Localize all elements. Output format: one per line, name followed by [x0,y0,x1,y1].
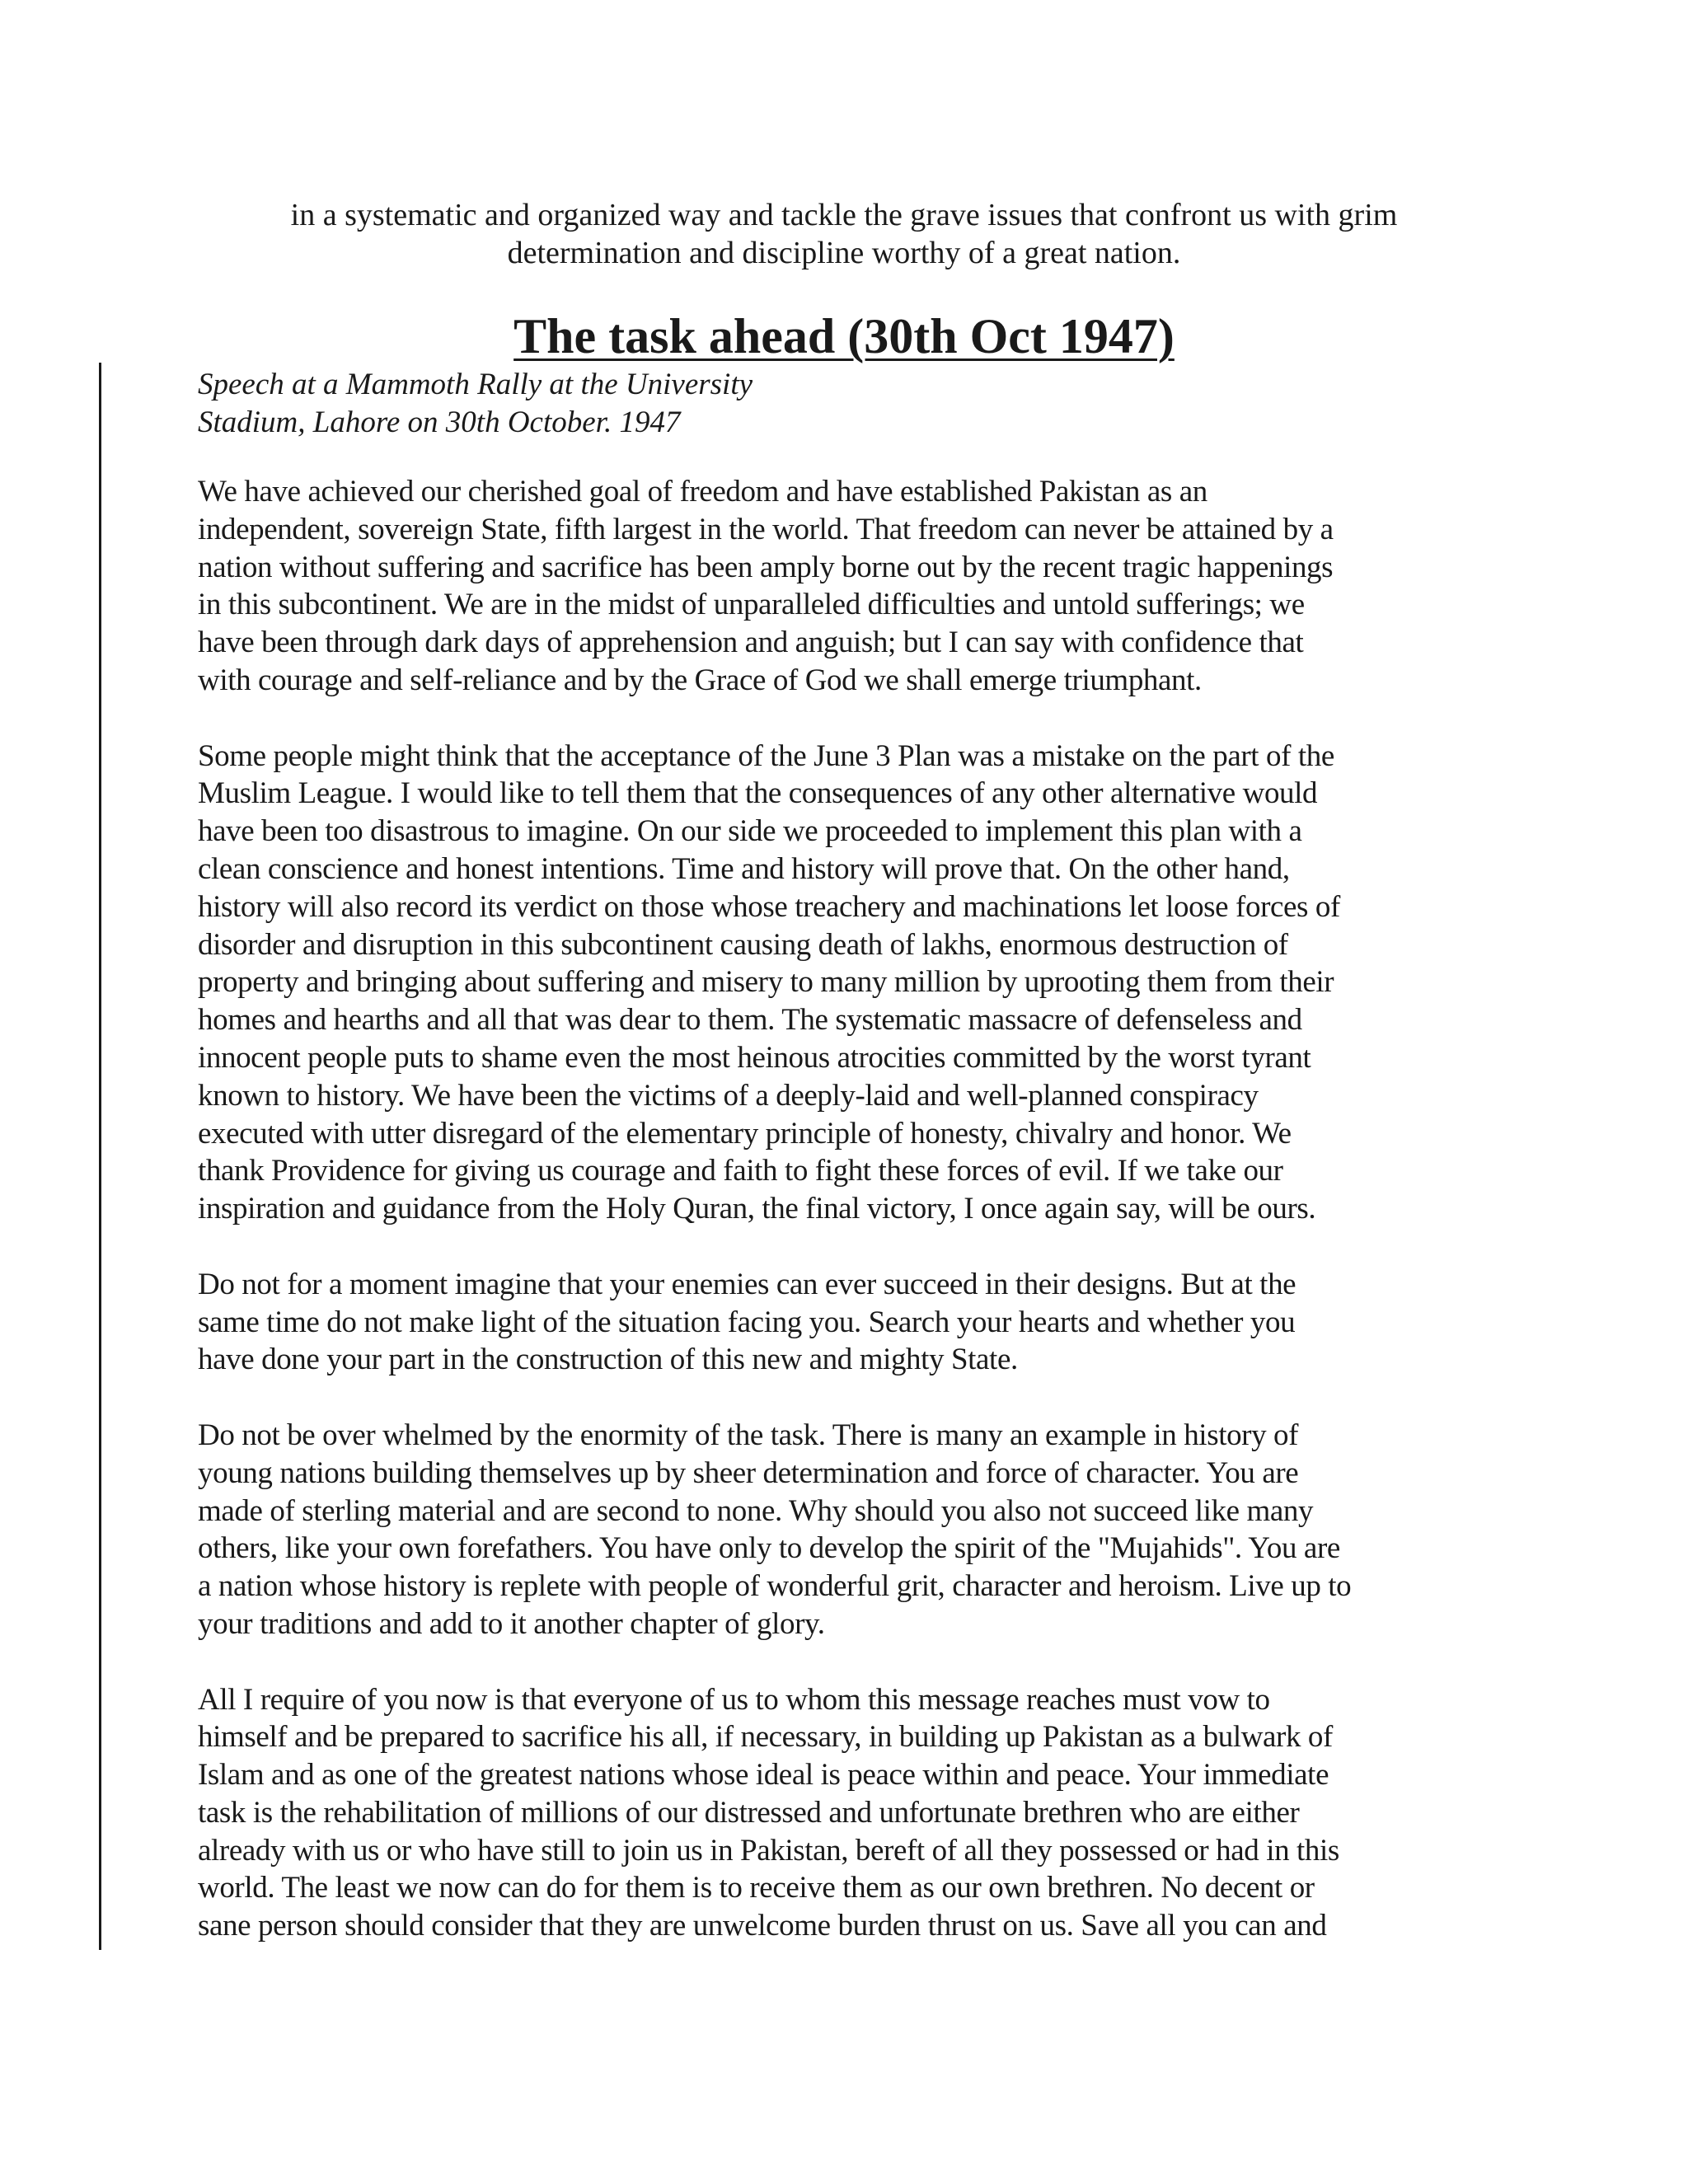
subtitle-line: Stadium, Lahore on 30th October. 1947 [198,405,681,439]
text-line: Do not for a moment imagine that your enemies can ever succeed in their designs. But at the [198,1267,1296,1301]
text-line: have been too disastrous to imagine. On our side we proceeded to implement this plan with a [198,814,1302,849]
text-line: disorder and disruption in this subcontinent causing death of lakhs, enormous destruction of [198,927,1288,962]
speech-body [198,473,1500,1983]
margin-change-bar [99,363,101,1950]
text-line: a nation whose history is replete with people of wonderful grit, character and heroism. Live up to [198,1569,1352,1604]
text-line: himself and be prepared to sacrifice his all, if necessary, in building up Pakistan as a bulwark of [198,1720,1333,1755]
text-line: your traditions and add to it another chapter of glory. [198,1606,825,1641]
paragraph-3 [198,1266,1500,1379]
text-line: nation without suffering and sacrifice has been amply borne out by the recent tragic happenings [198,550,1334,584]
text-line: All I require of you now is that everyone of us to whom this message reaches must vow to [198,1682,1270,1717]
paragraph-1 [198,473,1500,700]
paragraph-4 [198,1417,1500,1643]
text-line: task is the rehabilitation of millions of our distressed and unfortunate brethren who are either [198,1795,1300,1830]
text-line: have done your part in the construction of this new and mighty State. [198,1343,1018,1377]
carryover-text [198,196,1490,272]
text-line: inspiration and guidance from the Holy Quran, the final victory, I once again say, will be ours. [198,1192,1316,1226]
text-line: property and bringing about suffering and misery to many million by uprooting them from their [198,965,1334,1000]
text-line: young nations building themselves up by sheer determination and force of character. You are [198,1455,1299,1490]
speech-subtitle [198,366,753,442]
text-line: world. The least we now can do for them is to receive them as our own brethren. No decent or [198,1871,1315,1905]
text-line: Do not be over whelmed by the enormity of the task. There is many an example in history of [198,1418,1299,1452]
text-line: made of sterling material and are second to none. Why should you also not succeed like many [198,1493,1314,1528]
text-line: with courage and self-reliance and by the Grace of God we shall emerge triumphant. [198,663,1202,697]
text-line: independent, sovereign State, fifth largest in the world. That freedom can never be attained by a [198,512,1334,546]
paragraph-5 [198,1681,1500,1946]
carryover-line: determination and discipline worthy of a great nation. [507,236,1181,270]
text-line: homes and hearths and all that was dear to them. The systematic massacre of defenseless and [198,1003,1302,1038]
text-line: history will also record its verdict on those whose treachery and machinations let loose forces of [198,889,1340,924]
text-line: We have achieved our cherished goal of freedom and have established Pakistan as an [198,475,1207,509]
text-line: others, like your own forefathers. You have only to develop the spirit of the "Mujahids". You are [198,1531,1340,1566]
text-line: executed with utter disregard of the elementary principle of honesty, chivalry and honor. We [198,1116,1292,1151]
text-line: known to history. We have been the victims of a deeply-laid and well-planned conspiracy [198,1078,1259,1113]
paragraph-2 [198,738,1500,1228]
text-line: innocent people puts to shame even the most heinous atrocities committed by the worst tyrant [198,1040,1311,1075]
speech-title: The task ahead (30th Oct 1947) [513,309,1175,363]
subtitle-line: Speech at a Mammoth Rally at the University [198,368,753,401]
text-line: Islam and as one of the greatest nations whose ideal is peace within and peace. Your immediate [198,1758,1329,1793]
carryover-line: in a systematic and organized way and tackle the grave issues that confront us with grim [290,198,1398,232]
text-line: already with us or who have still to join us in Pakistan, bereft of all they possessed or had in this [198,1833,1339,1868]
text-line: in this subcontinent. We are in the midst of unparalleled difficulties and untold sufferings; we [198,588,1305,622]
text-line: sane person should consider that they are unwelcome burden thrust on us. Save all you can and [198,1909,1327,1943]
text-line: Some people might think that the acceptance of the June 3 Plan was a mistake on the part of the [198,738,1334,773]
text-line: thank Providence for giving us courage and faith to fight these forces of evil. If we take our [198,1154,1283,1188]
text-line: have been through dark days of apprehension and anguish; but I can say with confidence that [198,626,1304,660]
text-line: Muslim League. I would like to tell them that the consequences of any other alternative would [198,776,1318,811]
text-line: same time do not make light of the situation facing you. Search your hearts and whether you [198,1305,1296,1339]
text-line: clean conscience and honest intentions. Time and history will prove that. On the other hand, [198,851,1290,886]
